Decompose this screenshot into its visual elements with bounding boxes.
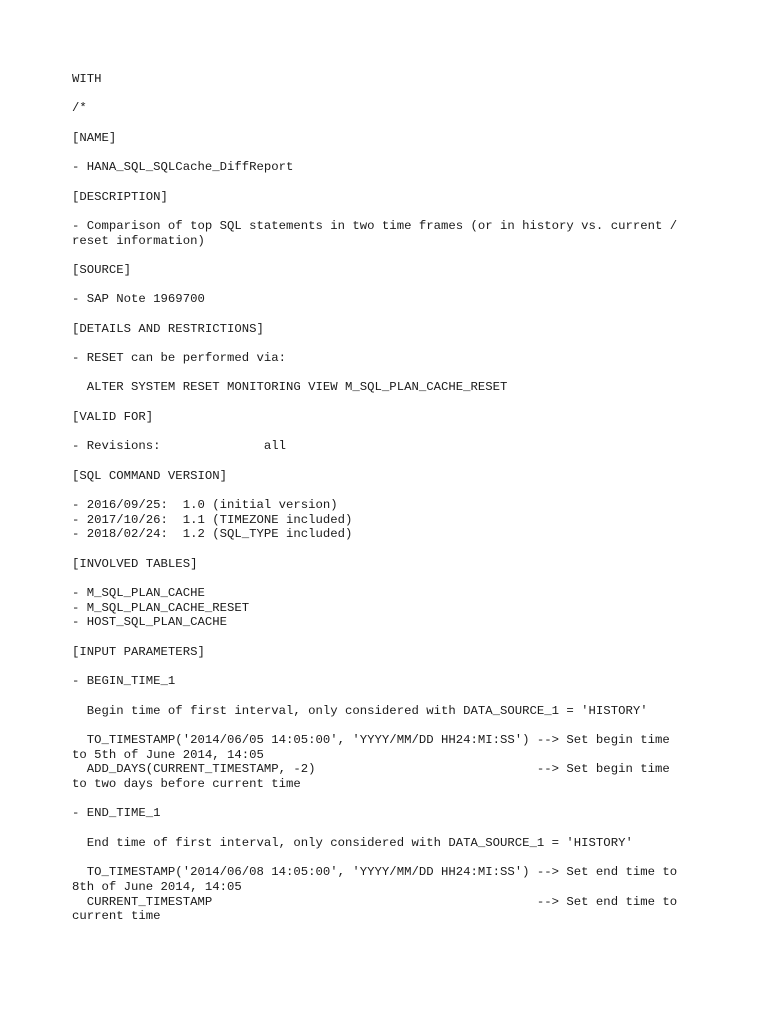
code-line: - 2017/10/26: 1.1 (TIMEZONE included) — [72, 512, 353, 527]
code-line: [SQL COMMAND VERSION] — [72, 468, 227, 483]
blank-line — [72, 307, 696, 322]
blank-line — [72, 571, 696, 586]
code-line: - M_SQL_PLAN_CACHE — [72, 586, 205, 601]
blank-line — [72, 718, 696, 733]
code-line: /* — [72, 101, 87, 116]
code-line: - END_TIME_1 — [72, 806, 161, 821]
blank-line — [72, 145, 696, 160]
code-line: - 2018/02/24: 1.2 (SQL_TYPE included) — [72, 527, 353, 542]
blank-line — [72, 792, 696, 807]
blank-line — [72, 87, 696, 102]
code-line: to two days before current time — [72, 777, 301, 791]
code-line: 8th of June 2014, 14:05 — [72, 879, 242, 894]
code-line: reset information) — [72, 233, 205, 248]
code-line: current time — [72, 909, 161, 924]
blank-line — [72, 850, 696, 865]
code-line: - HOST_SQL_PLAN_CACHE — [72, 615, 227, 630]
code-line: [INVOLVED TABLES] — [72, 556, 198, 571]
code-line: ALTER SYSTEM RESET MONITORING VIEW M_SQL_PLAN_CACHE_RESET — [72, 380, 508, 395]
code-line: End time of first interval, only considered with DATA_SOURCE_1 = 'HISTORY' — [72, 835, 633, 850]
code-line: [NAME] — [72, 130, 117, 145]
blank-line — [72, 175, 696, 190]
blank-line — [72, 660, 696, 675]
blank-line — [72, 689, 696, 704]
blank-line — [72, 336, 696, 351]
code-line: WITH — [72, 72, 102, 86]
code-line: TO_TIMESTAMP('2014/06/05 14:05:00', 'YYYY/MM/DD HH24:MI:SS') --> Set begin time — [72, 732, 670, 747]
code-line: - 2016/09/25: 1.0 (initial version) — [72, 497, 338, 512]
blank-line — [72, 366, 696, 381]
code-line: - Revisions: all — [72, 439, 287, 454]
blank-line — [72, 395, 696, 410]
code-line: [DESCRIPTION] — [72, 189, 168, 204]
sql-code-block — [72, 72, 696, 924]
blank-line — [72, 116, 696, 131]
code-line: [SOURCE] — [72, 262, 132, 277]
code-line: - BEGIN_TIME_1 — [72, 674, 176, 689]
code-line: Begin time of first interval, only considered with DATA_SOURCE_1 = 'HISTORY' — [72, 703, 648, 718]
blank-line — [72, 483, 696, 498]
code-line: CURRENT_TIMESTAMP --> Set end time to — [72, 894, 678, 909]
code-line: - SAP Note 1969700 — [72, 292, 205, 307]
code-line: - HANA_SQL_SQLCache_DiffReport — [72, 160, 294, 175]
code-line: - M_SQL_PLAN_CACHE_RESET — [72, 600, 250, 615]
blank-line — [72, 630, 696, 645]
blank-line — [72, 425, 696, 440]
blank-line — [72, 248, 696, 263]
blank-line — [72, 542, 696, 557]
code-line: [INPUT PARAMETERS] — [72, 644, 205, 659]
code-line: TO_TIMESTAMP('2014/06/08 14:05:00', 'YYYY/MM/DD HH24:MI:SS') --> Set end time to — [72, 865, 678, 880]
blank-line — [72, 821, 696, 836]
blank-line — [72, 204, 696, 219]
code-line: ADD_DAYS(CURRENT_TIMESTAMP, -2) --> Set begin time — [72, 762, 670, 777]
code-line: - RESET can be performed via: — [72, 351, 287, 366]
blank-line — [72, 278, 696, 293]
code-line: [DETAILS AND RESTRICTIONS] — [72, 321, 264, 336]
blank-line — [72, 454, 696, 469]
code-line: [VALID FOR] — [72, 409, 154, 424]
code-line: - Comparison of top SQL statements in two time frames (or in history vs. current / — [72, 218, 678, 233]
code-line: to 5th of June 2014, 14:05 — [72, 747, 264, 762]
